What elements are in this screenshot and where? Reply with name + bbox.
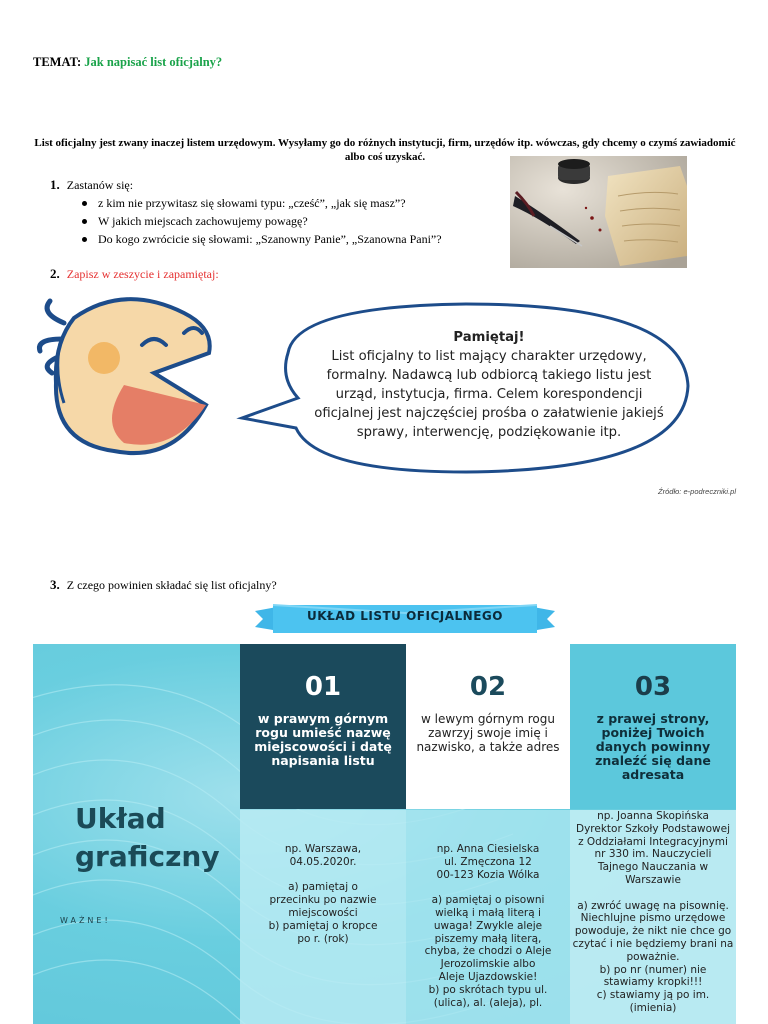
step-card-03 bbox=[570, 644, 736, 809]
question-list bbox=[78, 195, 442, 249]
infographic-heading-line-1: Układ bbox=[75, 802, 166, 835]
intro-paragraph: List oficjalny jest zwany inaczej listem urzędowym. Wysyłamy go do różnych instytucji, firm, urzędów itp. wówczas, gdy chcemy o czymś zawiadomić albo coś uzyskać. bbox=[34, 137, 736, 163]
section-3-label: Z czego powinien składać się list oficjalny? bbox=[66, 578, 277, 592]
list-item: Do kogo zwrócicie się słowami: „Szanowny Panie”, „Szanowna Pani”? bbox=[78, 231, 442, 249]
step-number: 03 bbox=[634, 672, 672, 702]
lesson-topic bbox=[33, 55, 222, 70]
step-number: 02 bbox=[469, 672, 507, 702]
step-example-02 bbox=[406, 810, 570, 1024]
step-description: z prawej strony, poniżej Twoich danych powinny znaleźć się dane adresata bbox=[595, 711, 711, 782]
infographic-heading bbox=[75, 800, 220, 876]
laughing-mascot-illustration bbox=[34, 293, 234, 463]
bubble-body: List oficjalny to list mający charakter urzędowy, formalny. Nadawcą lub odbiorcą takiego listu jest urząd, instytucja, firma. Celem korespondencji oficjalnej jest najczęściej prośba o załatwienie jakiejś sprawy, interwencję, podziękowanie itp. bbox=[314, 349, 664, 440]
step-description: w lewym górnym rogu zawrzyj swoje imię i nazwisko, a także adres bbox=[416, 712, 560, 754]
section-1-label: Zastanów się: bbox=[66, 178, 134, 192]
step-card-02 bbox=[406, 644, 570, 809]
step-description: w prawym górnym rogu umieść nazwę miejscowości i datę napisania listu bbox=[254, 711, 392, 768]
important-note: WAŻNE! bbox=[60, 916, 111, 925]
section-3-heading bbox=[50, 577, 277, 593]
source-caption: Źródło: e-podreczniki.pl bbox=[658, 487, 736, 496]
section-2-heading bbox=[50, 266, 219, 282]
step-example-01 bbox=[240, 810, 406, 1024]
section-2-number: 2. bbox=[50, 266, 60, 281]
section-1-heading bbox=[50, 177, 133, 193]
bubble-text bbox=[305, 328, 673, 442]
topic-label: TEMAT: bbox=[33, 55, 82, 69]
infographic-heading-line-2: graficzny bbox=[75, 840, 220, 873]
bubble-title: Pamiętaj! bbox=[453, 330, 525, 345]
list-item: W jakich miejscach zachowujemy powagę? bbox=[78, 213, 442, 231]
example-text: np. Anna Ciesielska ul. Zmęczona 12 00-123 Kozia Wólka a) pamiętaj o pisowni wielką i małą literą i uwaga! Zwykle aleje piszemy małą literą, chyba, że chodzi o Aleje Jerozolimskie albo Aleje Ujazdowskie! b) po skrótach typu ul. (ulica), al. (aleja), pl. bbox=[424, 843, 552, 1009]
section-1-number: 1. bbox=[50, 177, 60, 192]
inkwell-quill-photo bbox=[510, 156, 687, 268]
infographic-title: UKŁAD LISTU OFICJALNEGO bbox=[307, 609, 503, 623]
step-example-03 bbox=[570, 810, 736, 1024]
step-card-01 bbox=[240, 644, 406, 809]
topic-question: Jak napisać list oficjalny? bbox=[84, 55, 223, 69]
example-text: np. Warszawa, 04.05.2020r. a) pamiętaj o przecinku po nazwie miejscowości b) pamiętaj o kropce po r. (rok) bbox=[268, 843, 378, 945]
step-number: 01 bbox=[304, 672, 342, 702]
section-2-label: Zapisz w zeszycie i zapamiętaj: bbox=[66, 267, 219, 281]
list-item: z kim nie przywitasz się słowami typu: „cześć”, „jak się masz”? bbox=[78, 195, 442, 213]
example-text: np. Joanna Skopińska Dyrektor Szkoły Podstawowej z Oddziałami Integracyjnymi nr 330 im. Nauczycieli Tajnego Nauczania w Warszawie a) zwróć uwagę na pisownię. Niechlujne pismo urzędowe powoduje, że nikt nie chce go czytać i nie będziemy brani na poważnie. b) po nr (numer) nie stawiamy kropki!!! c) stawiamy ją po im. (imienia) bbox=[572, 810, 734, 1014]
section-3-number: 3. bbox=[50, 577, 60, 592]
